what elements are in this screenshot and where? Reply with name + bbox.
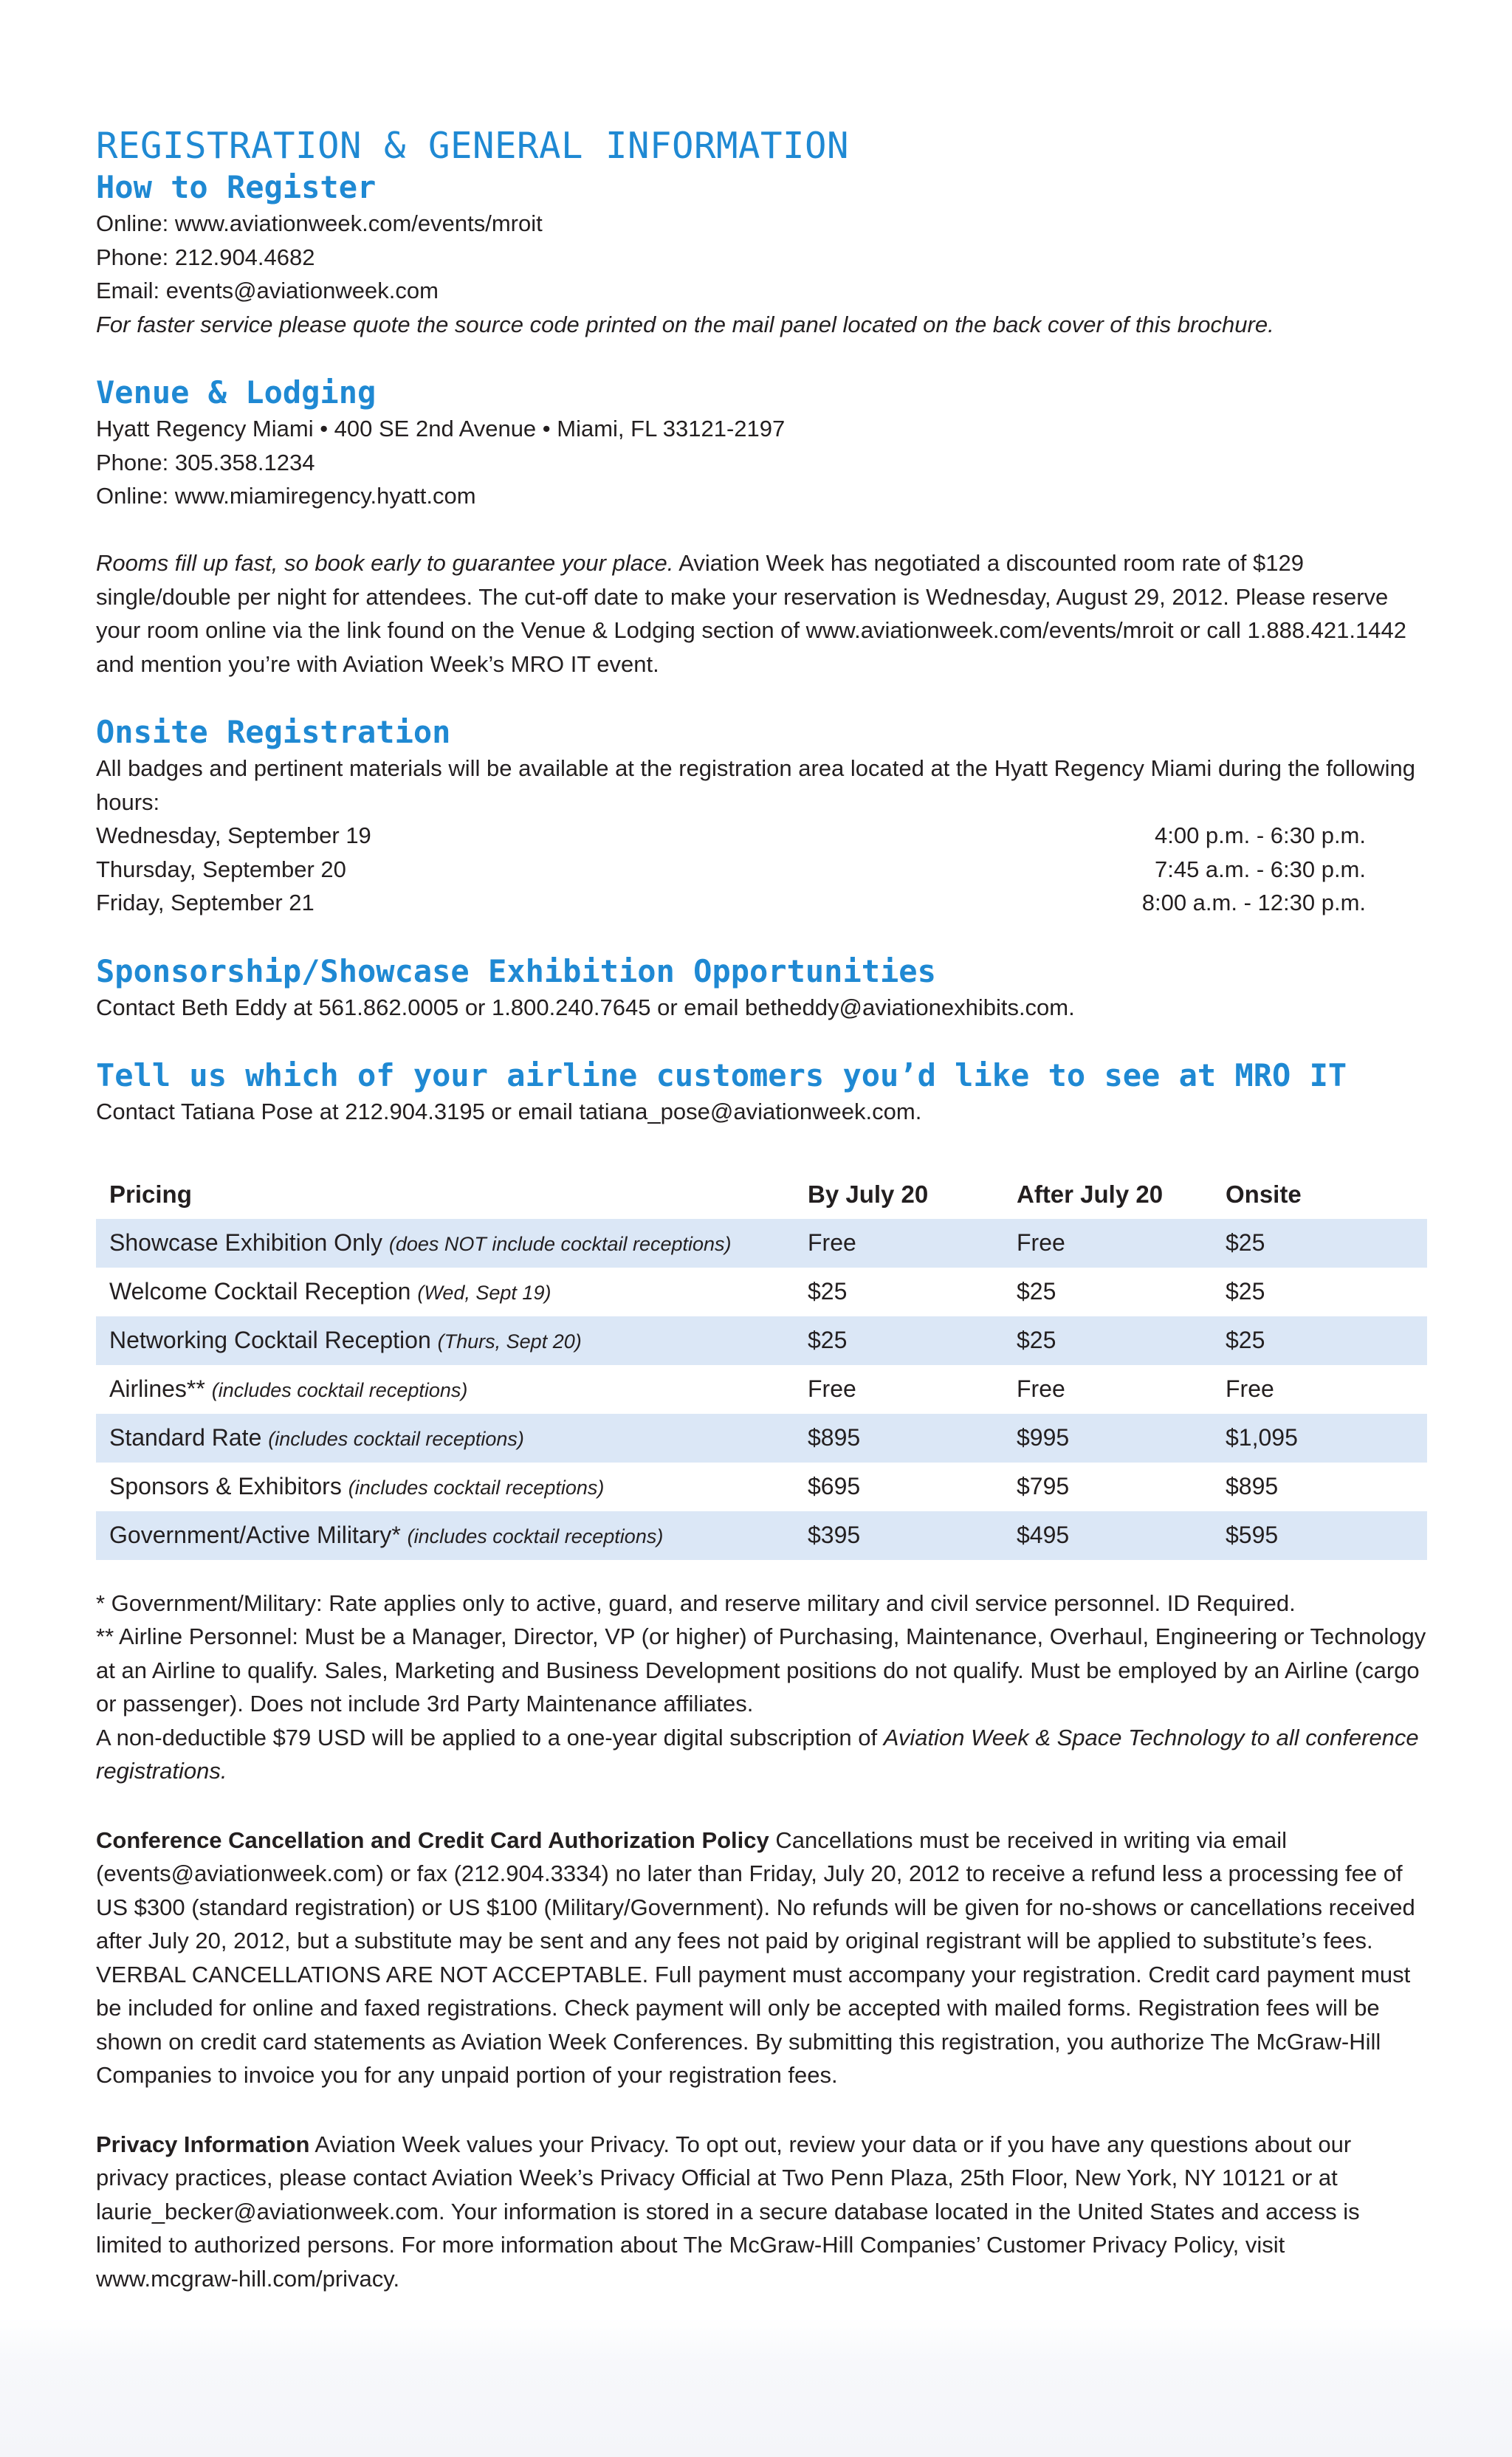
price-after-july-20: $795: [1017, 1473, 1070, 1499]
price-onsite: $25: [1226, 1278, 1265, 1305]
schedule-row: [96, 886, 1426, 920]
price-onsite: $1,095: [1212, 1414, 1427, 1463]
sponsorship-section: [96, 952, 1426, 1025]
privacy-text: Aviation Week values your Privacy. To opt out, review your data or if you have any questions about our privacy practices, please contact Aviation Week’s Privacy Official at Two Penn Plaza, 25th Floor, New York, NY 10121 or at laurie_becker@aviationweek.com. Your information is stored in a secure database located in the United States and access is limited to authorized persons. For more information about The McGraw-Hill Companies’ Customer Privacy Policy, visit www.mcgraw-hill.com/privacy.: [96, 2131, 1360, 2292]
item-note: (includes cocktail receptions): [211, 1379, 468, 1401]
privacy-information: [96, 2128, 1426, 2296]
venue-lodging-section: [96, 374, 1426, 681]
item-name: Airlines**: [109, 1375, 205, 1402]
schedule-row: [96, 853, 1426, 887]
airline-customers-contact: Contact Tatiana Pose at 212.904.3195 or email tatiana_pose@aviationweek.com.: [96, 1099, 922, 1124]
price-onsite: $25: [1212, 1219, 1427, 1268]
onsite-registration-section: [96, 713, 1426, 920]
pricing-table: [96, 1170, 1427, 1560]
pricing-item: [96, 1414, 794, 1463]
item-name: Networking Cocktail Reception: [109, 1327, 431, 1353]
price-by-july-20: $895: [794, 1414, 1003, 1463]
how-to-register-section: [96, 168, 1426, 341]
schedule-day: Thursday, September 20: [96, 856, 346, 882]
cancellation-text: Cancellations must be received in writing via email (events@aviationweek.com) or fax (212.904.3334) no later than Friday, July 20, 2012 to receive a refund less a processing fee of US $300 (standard registration) or US $100 (Military/Government). No refunds will be given for no-shows or cancellations received after July 20, 2012, but a substitute may be sent and any fees not paid by original registrant will be applied to substitute’s fees. VERBAL CANCELLATIONS ARE NOT ACCEPTABLE. Full payment must accompany your registration. Credit card payment must be included for online and faxed registrations. Check payment will only be accepted with mailed forms. Registration fees will be shown on credit card statements as Aviation Week Conferences. By submitting this registration, you authorize The McGraw-Hill Companies to invoice you for any unpaid portion of your registration fees.: [96, 1827, 1415, 2088]
pricing-item: [96, 1511, 794, 1560]
government-note: * Government/Military: Rate applies only to active, guard, and reserve military and civil service personnel. ID Required.: [96, 1590, 1296, 1616]
table-row: [96, 1365, 1427, 1414]
price-after-july-20: Free: [1003, 1219, 1212, 1268]
privacy-heading: Privacy Information: [96, 2131, 310, 2157]
cancellation-policy: [96, 1824, 1426, 2092]
price-onsite: $25: [1212, 1316, 1427, 1365]
price-by-july-20: $395: [794, 1511, 1003, 1560]
venue-lodging-title: Venue & Lodging: [96, 374, 377, 410]
item-note: (Wed, Sept 19): [417, 1282, 551, 1304]
register-source-code-note: For faster service please quote the source code printed on the mail panel located on the back cover of this brochure.: [96, 311, 1274, 337]
onsite-header: Onsite: [1226, 1180, 1302, 1208]
item-note: (does NOT include cocktail receptions): [388, 1233, 732, 1255]
privacy-paragraph: [96, 2128, 1426, 2296]
price-onsite: Free: [1226, 1375, 1274, 1402]
airline-customers-title: Tell us which of your airline customers you’d like to see at MRO IT: [96, 1057, 1347, 1093]
item-name: Showcase Exhibition Only: [109, 1229, 382, 1256]
table-row: [96, 1511, 1427, 1560]
by-july-20-header: By July 20: [808, 1180, 929, 1208]
cancellation-heading: Conference Cancellation and Credit Card Authorization Policy: [96, 1827, 769, 1853]
pricing-item: [96, 1268, 794, 1316]
venue-online[interactable]: Online: www.miamiregency.hyatt.com: [96, 483, 476, 509]
pricing-header-row: [96, 1170, 1427, 1219]
how-to-register-title: How to Register: [96, 169, 377, 205]
schedule-time: 4:00 p.m. - 6:30 p.m.: [1154, 822, 1366, 848]
price-after-july-20: $25: [1003, 1316, 1212, 1365]
after-july-20-header: After July 20: [1017, 1180, 1164, 1208]
schedule-time: 7:45 a.m. - 6:30 p.m.: [1154, 856, 1366, 882]
price-after-july-20: Free: [1017, 1375, 1065, 1402]
subscription-note: [96, 1721, 1426, 1788]
price-after-july-20: $995: [1003, 1414, 1212, 1463]
schedule-row: [96, 819, 1426, 853]
price-onsite: $595: [1212, 1511, 1427, 1560]
pricing-item: [96, 1219, 794, 1268]
price-after-july-20: $495: [1003, 1511, 1212, 1560]
price-by-july-20: $25: [808, 1278, 848, 1305]
sponsorship-contact: Contact Beth Eddy at 561.862.0005 or 1.800.240.7645 or email betheddy@aviationexhibits.com.: [96, 994, 1075, 1020]
onsite-intro: All badges and pertinent materials will be available at the registration area located at the Hyatt Regency Miami during the following hours:: [96, 755, 1415, 815]
airline-customers-section: [96, 1056, 1426, 1129]
item-note: (includes cocktail receptions): [348, 1477, 605, 1499]
page-title: REGISTRATION & GENERAL INFORMATION: [96, 125, 850, 167]
schedule-day: Friday, September 21: [96, 890, 315, 915]
table-row: [96, 1268, 1427, 1316]
subscription-italic: Aviation Week & Space Technology to all conference registrations.: [96, 1724, 1419, 1784]
venue-phone[interactable]: Phone: 305.358.1234: [96, 449, 315, 475]
pricing-notes: [96, 1587, 1426, 1788]
price-by-july-20: $695: [808, 1473, 861, 1499]
item-note: (includes cocktail receptions): [268, 1428, 524, 1450]
cancellation-paragraph: [96, 1824, 1426, 2092]
schedule-day: Wednesday, September 19: [96, 822, 371, 848]
sponsorship-title: Sponsorship/Showcase Exhibition Opportunities: [96, 952, 936, 989]
venue-address: Hyatt Regency Miami • 400 SE 2nd Avenue • Miami, FL 33121-2197: [96, 416, 786, 441]
table-row: [96, 1414, 1427, 1463]
onsite-registration-title: Onsite Registration: [96, 714, 451, 750]
price-by-july-20: Free: [808, 1375, 856, 1402]
item-name: Standard Rate: [109, 1424, 262, 1451]
pricing-item: [96, 1365, 794, 1414]
pricing-item: [96, 1463, 794, 1511]
register-phone[interactable]: Phone: 212.904.4682: [96, 244, 315, 270]
table-row: [96, 1316, 1427, 1365]
price-onsite: $895: [1226, 1473, 1279, 1499]
airline-personnel-note: ** Airline Personnel: Must be a Manager, Director, VP (or higher) of Purchasing, Maintenance, Overhaul, Engineering or Technology at an Airline to qualify. Sales, Marketing and Business Development positions do not qualify. Must be employed by an Airline (cargo or passenger). Does not include 3rd Party Maintenance affiliates.: [96, 1623, 1426, 1717]
table-row: [96, 1219, 1427, 1268]
price-by-july-20: Free: [794, 1219, 1003, 1268]
register-email[interactable]: Email: events@aviationweek.com: [96, 278, 439, 303]
subscription-text: A non-deductible $79 USD will be applied to a one-year digital subscription of: [96, 1724, 884, 1750]
pricing-item: [96, 1316, 794, 1365]
venue-rooms-paragraph: [96, 546, 1426, 681]
rooms-details: Aviation Week has negotiated a discounted room rate of $129 single/double per night for attendees. The cut-off date to make your reservation is Wednesday, August 29, 2012. Please reserve your room online via the link found on the Venue & Lodging section of www.aviationweek.com/events/mroit or call 1.888.421.1442 and mention you’re with Aviation Week’s MRO IT event.: [96, 550, 1406, 677]
table-row: [96, 1463, 1427, 1511]
item-name: Welcome Cocktail Reception: [109, 1278, 411, 1305]
item-name: Government/Active Military*: [109, 1522, 401, 1548]
schedule-time: 8:00 a.m. - 12:30 p.m.: [1141, 890, 1366, 915]
item-name: Sponsors & Exhibitors: [109, 1473, 342, 1499]
item-note: (includes cocktail receptions): [407, 1525, 664, 1547]
price-by-july-20: $25: [794, 1316, 1003, 1365]
item-note: (Thurs, Sept 20): [437, 1330, 582, 1353]
rooms-emphasis: Rooms fill up fast, so book early to guarantee your place.: [96, 550, 674, 576]
price-after-july-20: $25: [1017, 1278, 1056, 1305]
register-online[interactable]: Online: www.aviationweek.com/events/mroit: [96, 210, 543, 236]
pricing-header: Pricing: [109, 1180, 192, 1208]
